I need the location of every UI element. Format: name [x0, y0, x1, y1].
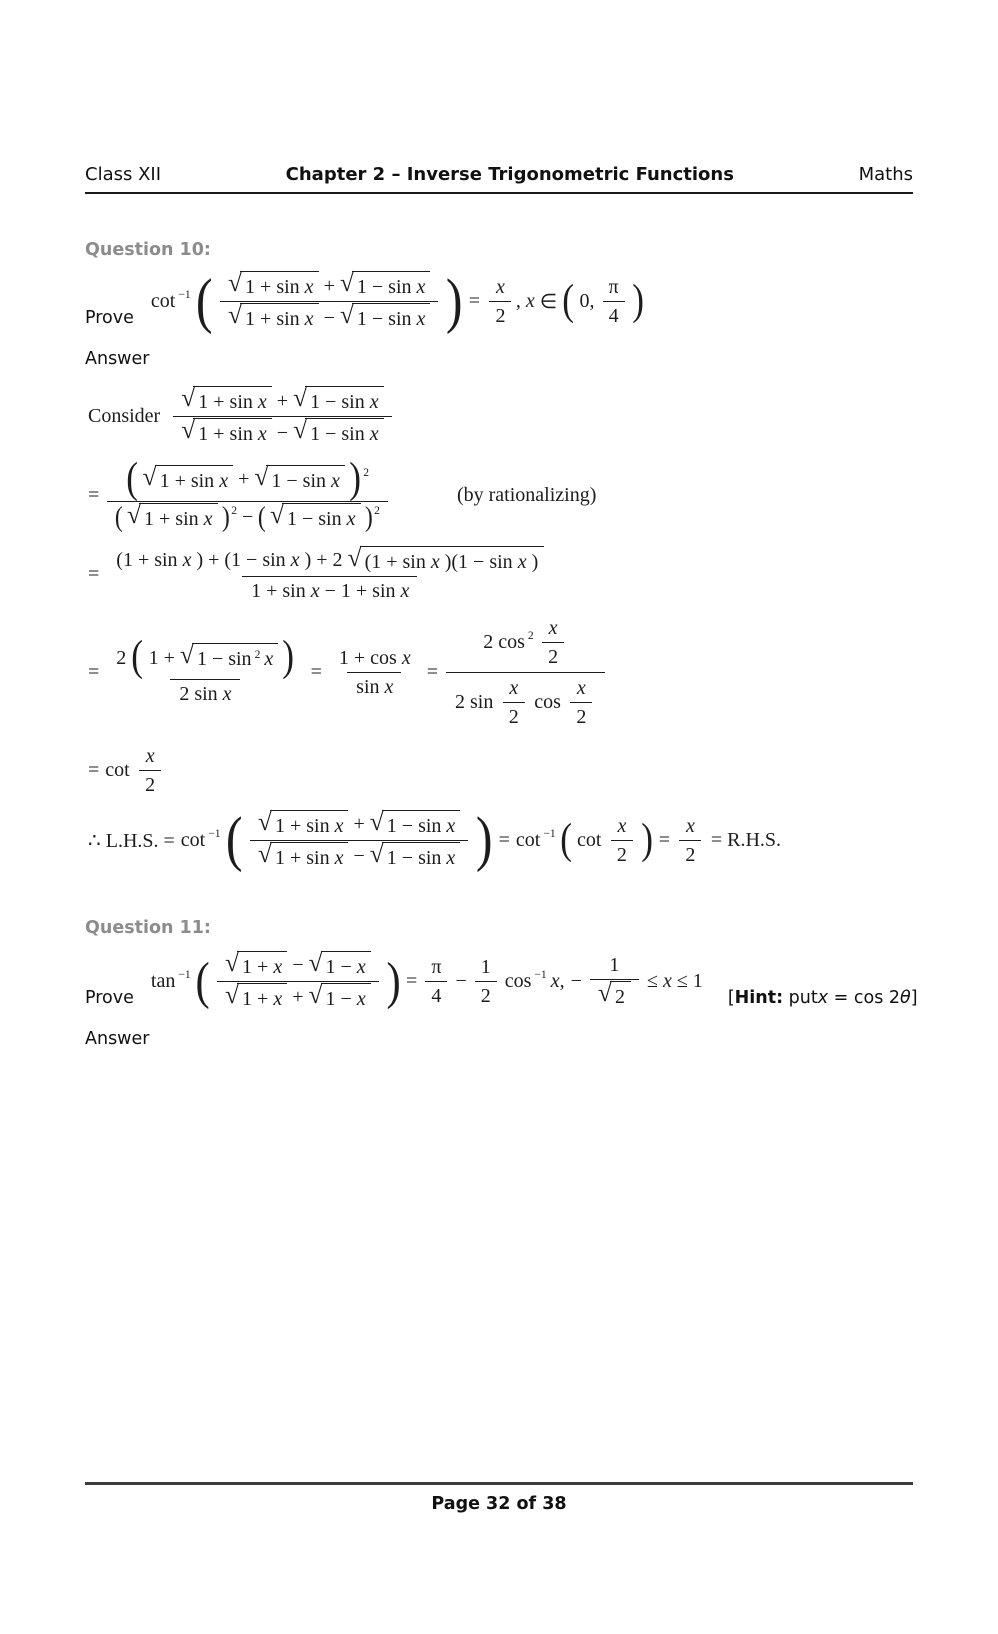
- math-var: x: [145, 744, 155, 767]
- math-token: cot: [577, 828, 602, 851]
- math-var: x: [334, 846, 344, 869]
- math-token: 1 +: [242, 987, 269, 1010]
- math-var: x: [817, 987, 829, 1008]
- math-token: =: [498, 828, 510, 851]
- paren: ): [631, 277, 644, 325]
- math-token: 1 + sin: [159, 469, 215, 492]
- sqrt: [339, 299, 431, 332]
- numerator: π: [608, 276, 619, 298]
- math-token: 1 − sin: [310, 391, 365, 413]
- math-exponent: 2: [527, 628, 534, 642]
- paren: ): [282, 633, 295, 681]
- math-var: x: [517, 550, 527, 573]
- math-token: 1 −: [325, 987, 352, 1010]
- prove-label: Prove: [85, 987, 134, 1008]
- math-token: ∴ L.H.S. =: [88, 829, 175, 852]
- math-token: 2: [614, 986, 625, 1009]
- math-token: 1 − sin: [386, 846, 442, 869]
- math-token: −: [455, 969, 467, 992]
- denominator: 2: [679, 840, 701, 869]
- numerator: [220, 267, 438, 301]
- radical-sign-icon: √: [369, 838, 384, 868]
- math-var: x: [257, 423, 267, 445]
- numerator: π: [431, 955, 442, 978]
- math-var: x: [550, 969, 560, 992]
- solution-step-4: [85, 613, 913, 732]
- math-exponent: 2: [231, 503, 237, 517]
- math-token: )(1 − sin: [444, 550, 513, 573]
- math-var: x: [334, 814, 344, 837]
- denominator: [347, 672, 401, 701]
- math-var: x: [384, 675, 394, 698]
- sqrt: [293, 414, 384, 447]
- sqrt: [179, 640, 278, 672]
- math-var: x: [219, 469, 229, 492]
- paren: ): [364, 500, 373, 533]
- math-token: +: [353, 813, 365, 836]
- math-token: cot: [150, 290, 176, 312]
- math-token: 2 sin: [179, 683, 218, 706]
- math-var: x: [346, 507, 356, 530]
- math-var: x: [400, 579, 410, 602]
- radical-sign-icon: √: [369, 806, 384, 836]
- radical-sign-icon: √: [339, 299, 354, 329]
- sqrt: [257, 838, 349, 871]
- page-number: Page 32 of 38: [431, 1494, 567, 1514]
- math-token: 2: [116, 646, 127, 669]
- radical-sign-icon: √: [181, 414, 196, 444]
- math-token: +: [238, 468, 250, 491]
- sqrt: [225, 979, 287, 1012]
- math-token: +: [323, 274, 335, 297]
- denominator: 2: [503, 702, 525, 731]
- math-token: −: [241, 506, 254, 529]
- math-var: x: [548, 616, 558, 639]
- paren: (: [562, 277, 575, 325]
- fraction: [541, 614, 566, 671]
- answer-label: Answer: [85, 349, 150, 369]
- fraction: [425, 953, 447, 1010]
- paren: ): [476, 806, 493, 874]
- radical-sign-icon: √: [179, 640, 194, 670]
- math-var: x: [446, 846, 456, 869]
- header-chapter-title: Chapter 2 – Inverse Trigonometric Functions: [285, 164, 734, 185]
- paren: (: [559, 815, 572, 863]
- denominator: [170, 679, 239, 708]
- math-var: x: [369, 423, 379, 445]
- paren: (: [195, 952, 210, 1010]
- q10-formula: [148, 267, 646, 335]
- math-token: =: [426, 660, 438, 683]
- fraction: [220, 267, 438, 333]
- math-token: 2 sin: [454, 691, 494, 714]
- math-token: −: [276, 421, 289, 444]
- paren: (: [126, 455, 139, 502]
- paren: ): [386, 952, 401, 1010]
- denominator: [217, 981, 379, 1013]
- math-token: 1 − sin: [356, 276, 412, 298]
- paren: (: [131, 633, 144, 681]
- math-var: x: [662, 969, 672, 992]
- numerator: [250, 806, 468, 840]
- math-token: 1 +: [148, 646, 175, 669]
- math-token: 1 +: [242, 955, 269, 978]
- math-var: x: [290, 549, 300, 572]
- math-token: (1 + sin: [364, 550, 426, 573]
- math-token: −: [353, 845, 365, 868]
- radical-sign-icon: √: [225, 947, 240, 977]
- fraction: [217, 947, 379, 1013]
- math-token: ) + 2: [304, 549, 343, 572]
- sqrt: [269, 499, 361, 532]
- answer-label: Answer: [85, 1028, 150, 1049]
- rationalizing-note: (by rationalizing): [456, 483, 597, 506]
- denominator: 4: [425, 981, 447, 1010]
- math-exponent: −1: [543, 826, 556, 840]
- sqrt: [142, 461, 234, 494]
- sqrt: [308, 947, 371, 980]
- math-var: x: [401, 646, 411, 669]
- math-token: cot: [515, 828, 541, 851]
- question-10-heading: Question 10:: [85, 240, 211, 260]
- sqrt: [181, 382, 272, 415]
- hint-text: = cos 2: [828, 987, 901, 1008]
- math-var: x: [416, 276, 426, 298]
- hint-note: [728, 988, 918, 1013]
- radical-sign-icon: √: [228, 299, 243, 329]
- math-token: 1 + cos: [338, 646, 397, 669]
- paren: ): [349, 455, 361, 502]
- radical-sign-icon: √: [339, 267, 354, 297]
- numerator: [107, 542, 552, 576]
- math-token: 1 −: [325, 955, 352, 978]
- radical-sign-icon: √: [293, 414, 308, 444]
- solution-step-5: [85, 742, 913, 799]
- math-exponent: 2: [363, 465, 370, 479]
- math-token: ≤ 1: [676, 969, 703, 992]
- math-token: 1 + sin: [198, 423, 253, 445]
- numerator: [217, 947, 379, 981]
- fraction: [107, 633, 302, 708]
- radical-sign-icon: √: [293, 382, 308, 412]
- denominator: 2: [139, 770, 161, 799]
- denominator: [107, 501, 388, 533]
- math-token: = R.H.S.: [710, 828, 782, 851]
- math-token: 1 + sin: [245, 276, 300, 298]
- math-token: ,: [559, 969, 565, 992]
- math-var: x: [685, 814, 695, 837]
- q11-formula: [148, 947, 706, 1013]
- numerator: [118, 455, 377, 502]
- header-subject: Maths: [858, 164, 913, 185]
- math-token: 1 − sin: [386, 814, 442, 837]
- denominator: [250, 840, 468, 872]
- math-token: =: [88, 563, 100, 586]
- solution-step-6: [85, 806, 913, 874]
- math-token: (1 + sin: [116, 549, 178, 572]
- math-token: ≤: [646, 969, 658, 992]
- denominator: 2: [570, 702, 592, 731]
- sqrt: [369, 838, 461, 871]
- math-token: =: [658, 828, 670, 851]
- math-token: =: [88, 660, 100, 683]
- radical-sign-icon: √: [142, 461, 157, 491]
- header-class: Class XII: [85, 164, 162, 185]
- sqrt: [369, 806, 461, 839]
- numerator: [330, 644, 419, 672]
- math-token: =: [88, 758, 100, 781]
- denominator: [446, 672, 605, 732]
- fraction: [250, 806, 468, 872]
- math-var: x: [416, 308, 426, 330]
- math-token: cos: [534, 691, 561, 714]
- fraction: [173, 382, 391, 448]
- paren: ): [641, 815, 654, 863]
- fraction: [475, 953, 497, 1010]
- math-token: 1 − sin: [356, 308, 412, 330]
- sqrt: [308, 979, 371, 1012]
- math-var: x: [356, 987, 366, 1010]
- denominator: 2: [475, 981, 497, 1010]
- math-token: 1 + sin: [251, 579, 306, 602]
- math-var: x: [331, 469, 340, 492]
- math-exponent: −1: [178, 287, 191, 301]
- math-token: sin: [356, 675, 380, 698]
- sqrt: [126, 499, 218, 532]
- hint-label: Hint:: [734, 987, 784, 1008]
- denominator: [173, 416, 391, 448]
- radical-sign-icon: √: [269, 499, 284, 529]
- denominator: [242, 576, 417, 605]
- radical-sign-icon: √: [181, 382, 196, 412]
- math-var: x: [257, 391, 267, 413]
- math-exponent: 2: [374, 503, 380, 517]
- math-var: x: [525, 290, 535, 312]
- denominator: 2: [542, 642, 564, 671]
- sqrt: [181, 414, 272, 447]
- paren: ): [221, 500, 230, 533]
- math-var: x: [617, 814, 627, 837]
- fraction: [138, 742, 163, 799]
- math-var: x: [356, 955, 366, 978]
- math-token: =: [310, 660, 322, 683]
- math-exponent: −1: [178, 967, 191, 981]
- math-token: ,: [515, 290, 521, 312]
- math-var: x: [273, 987, 283, 1010]
- numerator: 1: [609, 954, 620, 977]
- fraction: [603, 273, 625, 330]
- question-10-statement: [85, 267, 913, 335]
- fraction: [107, 455, 388, 533]
- page-header: [85, 164, 913, 194]
- math-var: x: [304, 308, 314, 330]
- radical-sign-icon: √: [308, 979, 323, 1009]
- fraction: [609, 812, 634, 869]
- paren: (: [115, 500, 124, 533]
- question-11-heading: Question 11:: [85, 917, 211, 938]
- radical-sign-icon: √: [347, 542, 362, 572]
- fraction: [569, 674, 594, 731]
- math-var: θ: [900, 987, 911, 1008]
- sqrt: [597, 978, 631, 1010]
- math-token: ∈: [539, 291, 558, 313]
- numerator: [474, 613, 576, 672]
- math-token: 1 + sin: [245, 308, 300, 330]
- math-var: x: [203, 507, 213, 530]
- math-var: x: [576, 676, 586, 699]
- math-token: +: [276, 389, 289, 412]
- sqrt: [228, 299, 319, 332]
- page-footer: [85, 1482, 913, 1514]
- math-token: −: [570, 969, 582, 992]
- paren: ): [446, 267, 463, 335]
- numerator: [173, 382, 391, 416]
- paren: (: [195, 267, 213, 335]
- math-var: x: [264, 648, 274, 671]
- sqrt: [347, 542, 545, 575]
- math-token: 2 cos: [483, 631, 525, 654]
- sqrt: [293, 382, 384, 415]
- sqrt: [339, 267, 431, 300]
- math-exponent: 2: [254, 648, 261, 662]
- fraction: [488, 273, 513, 330]
- math-token: =: [88, 483, 100, 506]
- solution-step-3: [85, 542, 913, 605]
- hint-bracket: [: [727, 987, 735, 1008]
- radical-sign-icon: √: [225, 979, 240, 1009]
- math-var: x: [369, 391, 379, 413]
- denominator: 2: [489, 301, 511, 330]
- math-token: cot: [105, 758, 130, 781]
- radical-sign-icon: √: [597, 978, 612, 1008]
- document-page: [0, 164, 998, 1049]
- math-token: =: [468, 290, 481, 312]
- numerator: 1: [480, 955, 491, 978]
- math-token: +: [292, 986, 304, 1009]
- math-token: − 1 + sin: [324, 579, 396, 602]
- hint-bracket: ]: [910, 987, 918, 1008]
- radical-sign-icon: √: [257, 838, 272, 868]
- math-var: x: [273, 955, 283, 978]
- sqrt: [257, 806, 349, 839]
- math-token: 1 + sin: [274, 846, 330, 869]
- math-var: x: [310, 579, 320, 602]
- denominator: 4: [603, 301, 625, 330]
- radical-sign-icon: √: [257, 806, 272, 836]
- math-exponent: −1: [208, 826, 221, 840]
- math-token: 1 + sin: [274, 814, 330, 837]
- math-var: x: [182, 549, 192, 572]
- radical-sign-icon: √: [228, 267, 243, 297]
- denominator: [590, 979, 639, 1011]
- paren: (: [258, 500, 267, 533]
- math-token: 1 − sin: [286, 507, 342, 530]
- math-token: −: [323, 306, 335, 329]
- solution-step-1: [85, 382, 913, 448]
- radical-sign-icon: √: [308, 947, 323, 977]
- math-token: Consider: [88, 405, 161, 427]
- math-token: ) + (1 − sin: [196, 549, 286, 572]
- math-var: x: [509, 676, 519, 699]
- math-token: 1 − sin: [196, 648, 252, 671]
- radical-sign-icon: √: [126, 499, 141, 529]
- math-token: 0,: [579, 290, 595, 312]
- question-11-statement: [85, 947, 918, 1013]
- sqrt: [254, 461, 345, 494]
- fraction: [107, 542, 552, 605]
- math-var: x: [304, 276, 314, 298]
- sqrt: [225, 947, 287, 980]
- math-var: x: [446, 814, 456, 837]
- math-var: x: [496, 276, 505, 298]
- fraction: [330, 644, 419, 701]
- math-var: x: [222, 683, 232, 706]
- numerator: [107, 633, 302, 681]
- math-var: x: [430, 550, 440, 573]
- math-token: tan: [150, 969, 176, 992]
- hint-text: put: [783, 987, 818, 1008]
- math-token: =: [406, 969, 418, 992]
- math-token: cos: [504, 969, 532, 992]
- sqrt: [228, 267, 319, 300]
- fraction: [446, 613, 605, 732]
- fraction: [678, 812, 703, 869]
- denominator: 2: [611, 840, 633, 869]
- math-token: 1 + sin: [198, 391, 253, 413]
- math-exponent: −1: [534, 967, 547, 981]
- paren: (: [225, 806, 243, 874]
- prove-label: Prove: [85, 308, 134, 328]
- math-token: cot: [180, 828, 206, 851]
- math-token: 1 + sin: [144, 507, 199, 530]
- radical-sign-icon: √: [254, 461, 269, 491]
- math-token: 1 − sin: [271, 469, 327, 492]
- math-token: −: [292, 954, 304, 977]
- fraction: [590, 951, 639, 1011]
- solution-step-2: [85, 455, 913, 533]
- denominator: [220, 301, 438, 333]
- math-token: ): [531, 550, 539, 573]
- math-token: 1 − sin: [310, 423, 365, 445]
- fraction: [501, 674, 526, 731]
